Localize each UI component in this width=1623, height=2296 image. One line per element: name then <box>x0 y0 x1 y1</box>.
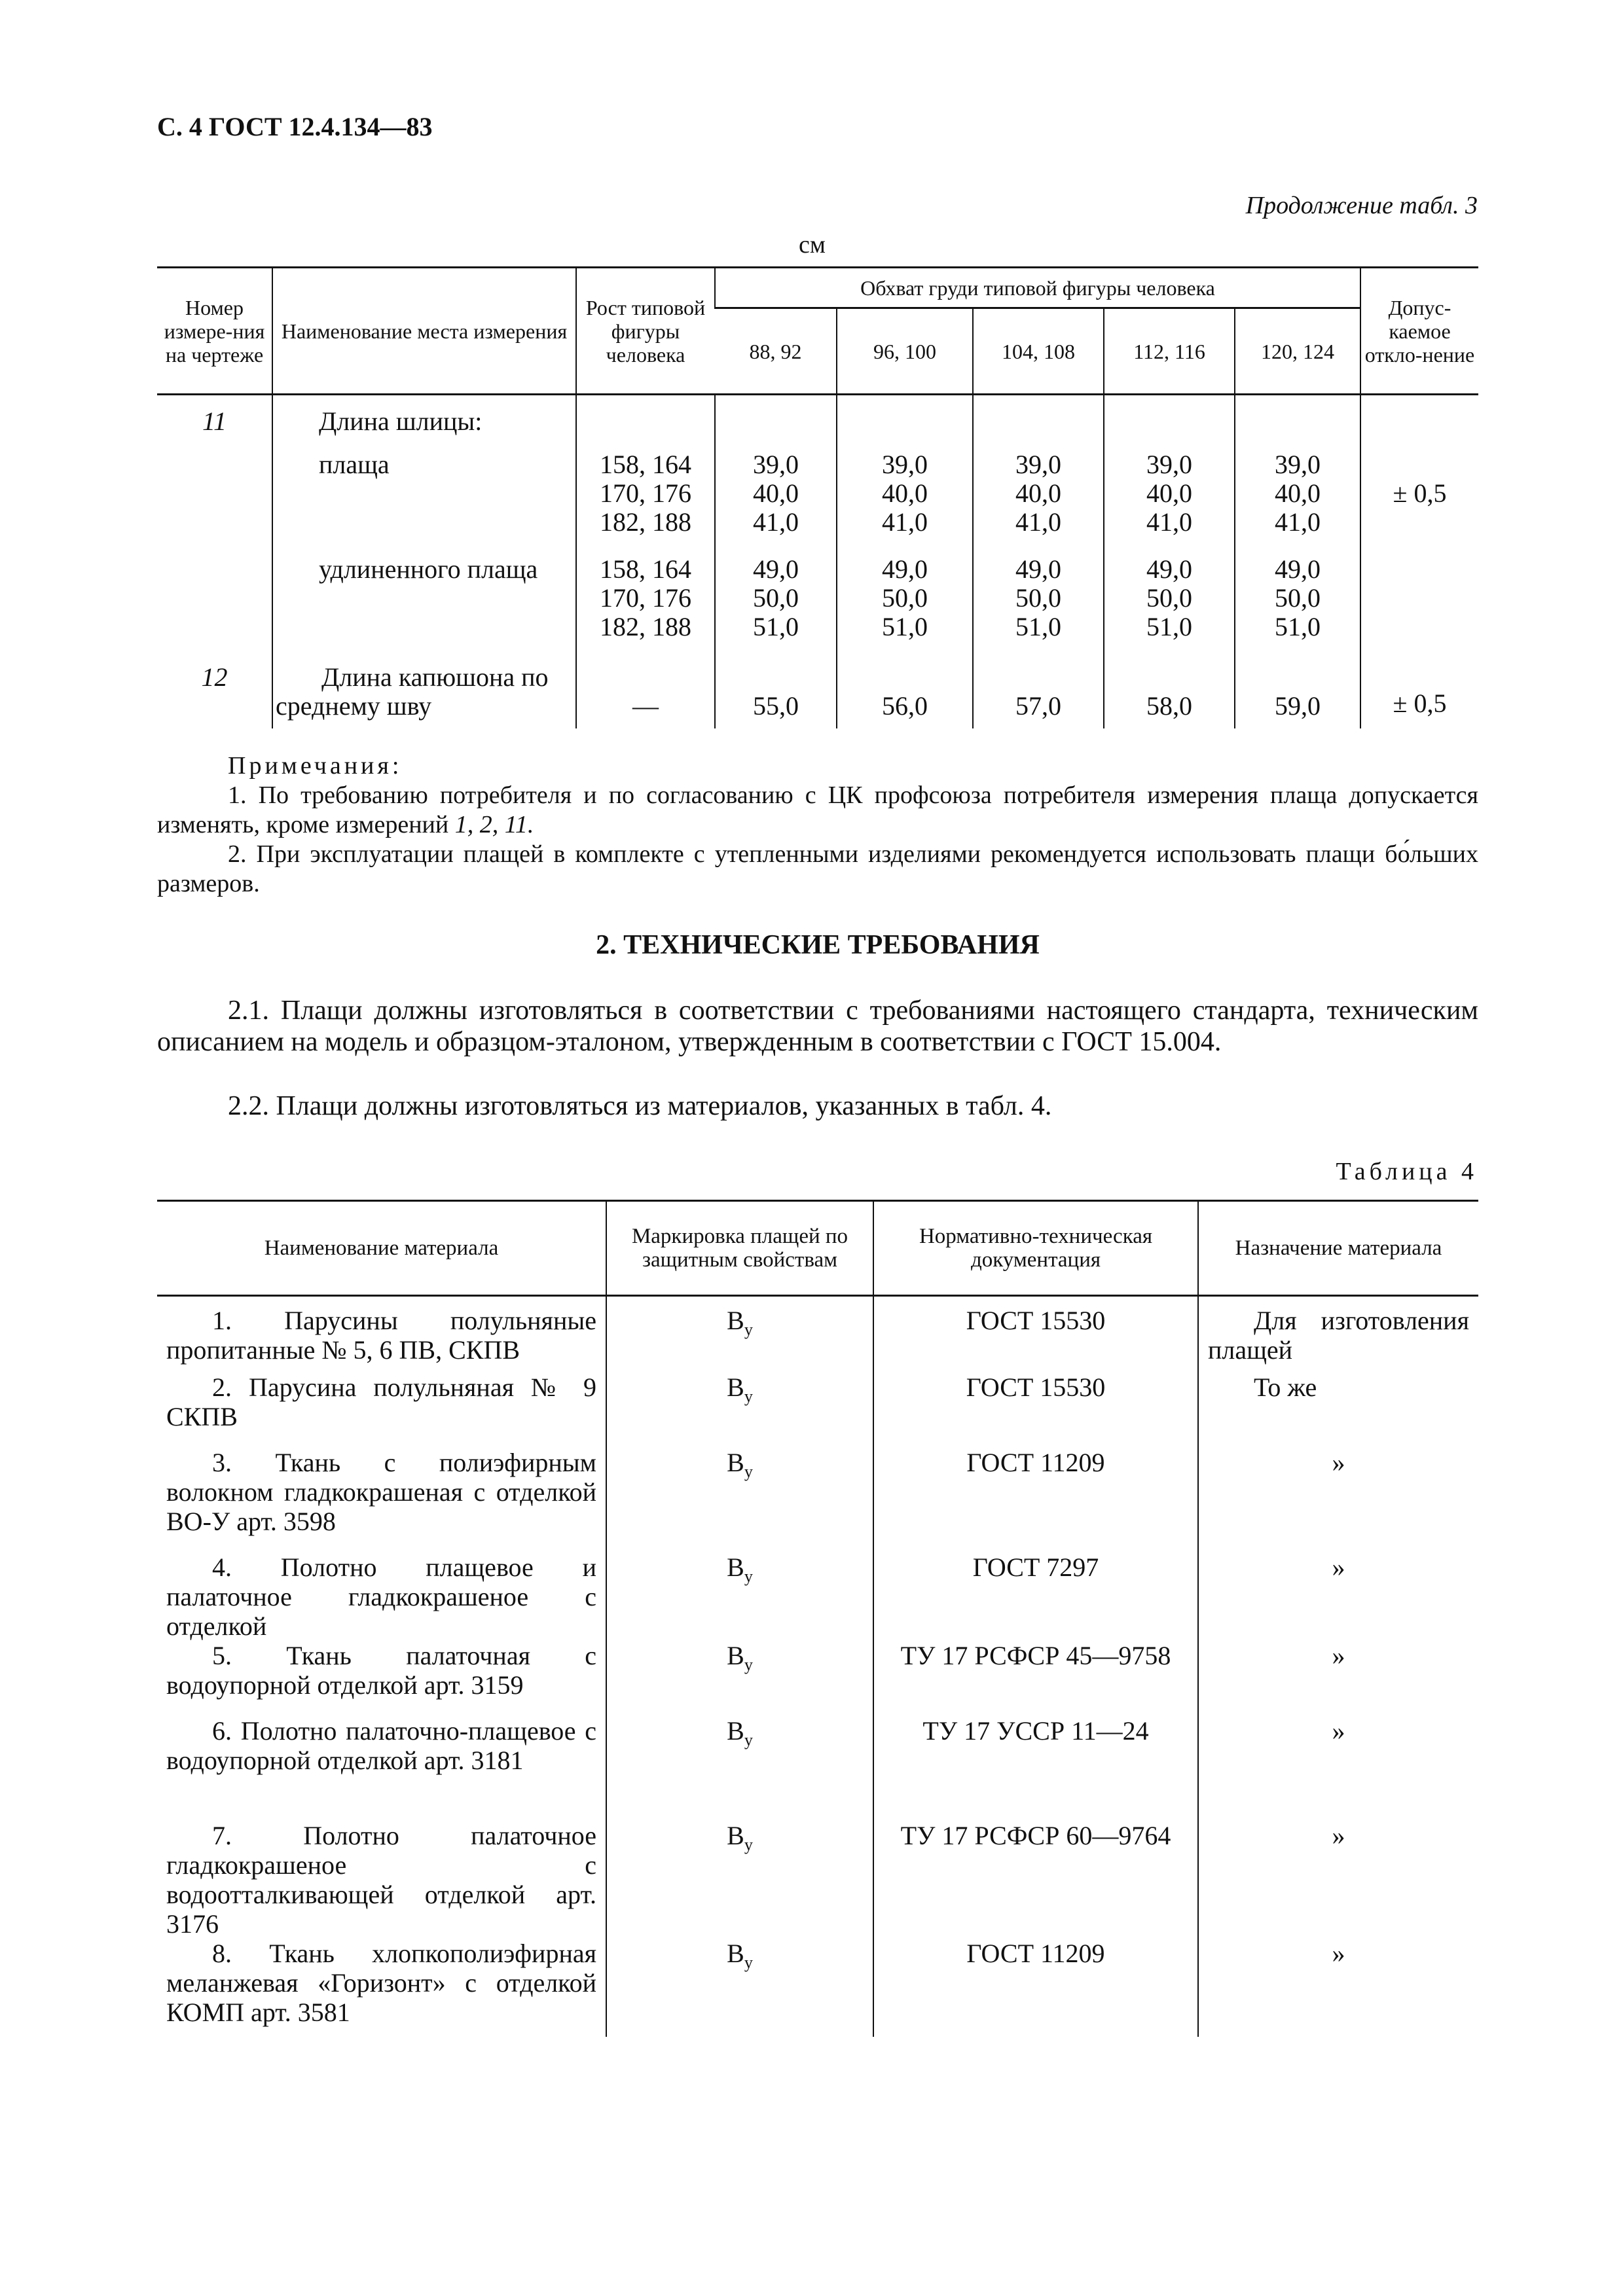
table-4-caption: Таблица 4 <box>1336 1158 1478 1185</box>
table-4 <box>157 1200 1478 2037</box>
cell-purpose: » <box>1198 1552 1478 1641</box>
cell-material: 5. Ткань палаточная с водоупорной отделкой арт. 3159 <box>166 1640 596 1700</box>
cell-value: 49,0 <box>1015 554 1061 584</box>
header-height: Рост типовой фигуры человека <box>576 268 715 395</box>
cell-marking <box>606 1821 873 1939</box>
mark-letter: В <box>727 1938 744 1968</box>
cell-value: 39,0 <box>1015 449 1061 479</box>
cell-doc: ГОСТ 7297 <box>873 1552 1198 1641</box>
row-name: удлиненного плаща <box>272 555 576 663</box>
cell-height: 158, 164 <box>600 449 691 479</box>
cell-material: 2. Парусина полульняная № 9 СКПВ <box>166 1372 596 1431</box>
table-row <box>157 1716 1478 1821</box>
table-row <box>157 395 1478 450</box>
mark-letter: В <box>727 1820 744 1850</box>
notes-title: Примечания: <box>228 752 403 780</box>
cell-doc: ТУ 17 УССР 11—24 <box>873 1716 1198 1821</box>
cell-tolerance: ± 0,5 <box>1360 450 1478 555</box>
table-row <box>157 1939 1478 2037</box>
cell-tolerance: ± 0,5 <box>1360 663 1478 728</box>
note-1 <box>157 781 1478 840</box>
page-header: С. 4 ГОСТ 12.4.134—83 <box>157 112 433 141</box>
table-row <box>157 1552 1478 1641</box>
paragraph-2-2: 2.2. Плащи должны изготовляться из материалов, указанных в табл. 4. <box>228 1091 1052 1121</box>
cell-value: 55,0 <box>715 663 837 728</box>
cell-doc: ГОСТ 15530 <box>873 1372 1198 1448</box>
cell-purpose: » <box>1198 1939 1478 2037</box>
cell-value: 40,0 <box>1275 478 1321 508</box>
mark-letter: В <box>727 1640 744 1670</box>
cell-height: 158, 164 <box>600 554 691 584</box>
mark-letter: В <box>727 1447 744 1477</box>
notes <box>157 751 1478 899</box>
mark-subscript: у <box>744 1952 753 1972</box>
cell-marking <box>606 1552 873 1641</box>
cell-value: 40,0 <box>753 478 799 508</box>
cell-value: 49,0 <box>1275 554 1321 584</box>
cell-value: 50,0 <box>1015 583 1061 613</box>
cell-value: 50,0 <box>1146 583 1192 613</box>
cell-value: 41,0 <box>1146 507 1192 537</box>
cell-value: 39,0 <box>1275 449 1321 479</box>
cell-marking <box>606 1448 873 1552</box>
cell-marking <box>606 1641 873 1716</box>
paragraph-2-1: 2.1. Плащи должны изготовляться в соответствии с требованиями настоящего стандарта, техническим описанием на модель и образцом-эталоном, утвержденным в соответствии с ГОСТ 15.004. <box>157 996 1478 1057</box>
cell-purpose: » <box>1198 1821 1478 1939</box>
cell-value: 56,0 <box>837 663 973 728</box>
cell-material: 7. Полотно палаточное гладкокрашеное с водоотталкивающей отделкой арт. 3176 <box>166 1820 596 1939</box>
cell-value: 49,0 <box>1146 554 1192 584</box>
cell-value: 51,0 <box>882 611 928 641</box>
mark-subscript: у <box>744 1730 753 1749</box>
note-2: 2. При эксплуатации плащей в комплекте с утепленными изделиями рекомендуется использовать плащи бо́льших размеров. <box>157 840 1478 897</box>
mark-letter: В <box>727 1715 744 1746</box>
header-name: Наименование места измерения <box>272 268 576 395</box>
row-name: Длина капюшона по <box>321 662 549 692</box>
table-row <box>157 1821 1478 1939</box>
header-chest: 88, 92 <box>715 308 837 395</box>
table-row <box>157 663 1478 728</box>
cell-value: 41,0 <box>1015 507 1061 537</box>
row-number: 12 <box>201 662 228 692</box>
row-name: Длина шлицы: <box>272 395 576 450</box>
section-title: 2. ТЕХНИЧЕСКИЕ ТРЕБОВАНИЯ <box>596 930 1040 960</box>
cell-height: 170, 176 <box>600 583 691 613</box>
cell-doc: ТУ 17 РСФСР 60—9764 <box>873 1821 1198 1939</box>
cell-doc: ГОСТ 11209 <box>873 1939 1198 2037</box>
cell-value: 59,0 <box>1235 663 1360 728</box>
header-chest: 104, 108 <box>973 308 1104 395</box>
table-3 <box>157 266 1478 728</box>
cell-value: 57,0 <box>973 663 1104 728</box>
table-row <box>157 1372 1478 1448</box>
cell-purpose: » <box>1198 1716 1478 1821</box>
row-number: 11 <box>202 406 227 436</box>
mark-letter: В <box>727 1552 744 1582</box>
cell-value: 51,0 <box>1015 611 1061 641</box>
header-chest-group: Обхват груди типовой фигуры человека <box>715 268 1360 308</box>
cell-value: 49,0 <box>753 554 799 584</box>
row-name: среднему шву <box>276 691 432 721</box>
header-material: Наименование материала <box>157 1201 606 1296</box>
cell-value: 40,0 <box>1146 478 1192 508</box>
cell-material: 1. Парусины полульняные пропитанные № 5, 6 ПВ, СКПВ <box>166 1306 596 1365</box>
header-chest: 120, 124 <box>1235 308 1360 395</box>
cell-value: 41,0 <box>882 507 928 537</box>
cell-value: 40,0 <box>882 478 928 508</box>
cell-value: 41,0 <box>753 507 799 537</box>
cell-material: 6. Полотно палаточно-плащевое с водоупорной отделкой арт. 3181 <box>166 1715 596 1775</box>
table-row <box>157 1296 1478 1372</box>
cell-value: 51,0 <box>753 611 799 641</box>
cell-value: 50,0 <box>753 583 799 613</box>
cell-doc: ТУ 17 РСФСР 45—9758 <box>873 1641 1198 1716</box>
row-name: плаща <box>272 450 576 555</box>
cell-value: 51,0 <box>1275 611 1321 641</box>
cell-value: 50,0 <box>882 583 928 613</box>
cell-marking <box>606 1716 873 1821</box>
header-chest: 96, 100 <box>837 308 973 395</box>
header-chest: 112, 116 <box>1104 308 1235 395</box>
cell-purpose: Для изготовления плащей <box>1198 1296 1478 1372</box>
header-purpose: Назначение материала <box>1198 1201 1478 1296</box>
table-row <box>157 1448 1478 1552</box>
note-1-text: 1. По требованию потребителя и по согласованию с ЦК профсоюза потребителя измерения плаща допускается изменять, кроме измерений <box>157 781 1478 838</box>
table-unit: см <box>799 231 826 259</box>
cell-value: 50,0 <box>1275 583 1321 613</box>
cell-value: 39,0 <box>1146 449 1192 479</box>
note-1-refs: 1, 2, 11. <box>454 811 534 838</box>
cell-height: 170, 176 <box>600 478 691 508</box>
table-row <box>157 1641 1478 1716</box>
header-documentation: Нормативно-техническая документация <box>873 1201 1198 1296</box>
header-number: Номер измере-ния на чертеже <box>157 268 272 395</box>
table-row <box>157 450 1478 555</box>
cell-purpose: То же <box>1198 1372 1478 1448</box>
cell-purpose: » <box>1198 1448 1478 1552</box>
cell-marking <box>606 1372 873 1448</box>
cell-material: 4. Полотно плащевое и палаточное гладкокрашеное с отделкой <box>166 1552 596 1641</box>
cell-doc: ГОСТ 15530 <box>873 1296 1198 1372</box>
cell-height: 182, 188 <box>600 507 691 537</box>
cell-material: 8. Ткань хлопкополиэфирная меланжевая «Горизонт» с отделкой КОМП арт. 3581 <box>166 1938 596 2027</box>
header-tolerance: Допус-каемое откло-нение <box>1360 268 1478 395</box>
cell-value: 39,0 <box>882 449 928 479</box>
mark-letter: В <box>727 1372 744 1402</box>
cell-height: 182, 188 <box>600 611 691 641</box>
table-continuation-label: Продолжение табл. 3 <box>1245 192 1478 219</box>
mark-subscript: у <box>744 1320 753 1339</box>
header-marking: Маркировка плащей по защитным свойствам <box>606 1201 873 1296</box>
cell-value: 49,0 <box>882 554 928 584</box>
table-row <box>157 555 1478 663</box>
cell-value: 41,0 <box>1275 507 1321 537</box>
cell-value: 51,0 <box>1146 611 1192 641</box>
mark-subscript: у <box>744 1462 753 1481</box>
cell-material: 3. Ткань с полиэфирным волокном гладкокрашеная с отделкой ВО-У арт. 3598 <box>166 1447 596 1536</box>
cell-height: — <box>576 663 715 728</box>
mark-subscript: у <box>744 1655 753 1674</box>
mark-subscript: у <box>744 1386 753 1406</box>
cell-value: 40,0 <box>1015 478 1061 508</box>
cell-value: 58,0 <box>1104 663 1235 728</box>
cell-marking <box>606 1939 873 2037</box>
cell-doc: ГОСТ 11209 <box>873 1448 1198 1552</box>
mark-subscript: у <box>744 1566 753 1586</box>
cell-value: 39,0 <box>753 449 799 479</box>
cell-purpose: » <box>1198 1641 1478 1716</box>
mark-subscript: у <box>744 1835 753 1854</box>
cell-marking <box>606 1296 873 1372</box>
mark-letter: В <box>727 1306 744 1335</box>
